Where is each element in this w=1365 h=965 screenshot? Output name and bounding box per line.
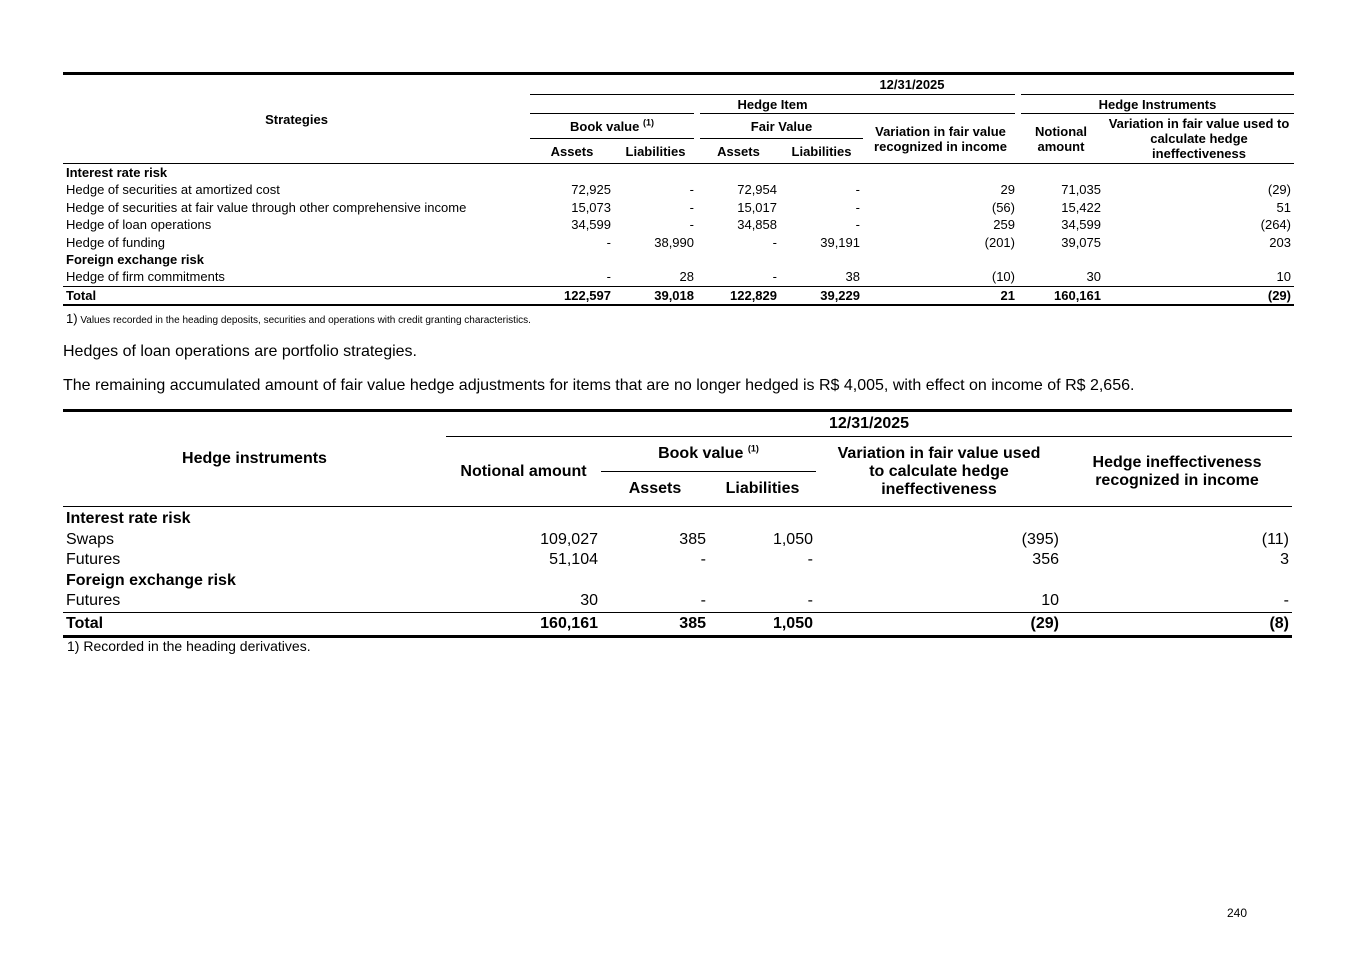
cell-bv-liab: - (689, 182, 694, 198)
book-value-header: Book value $^{(1)}$ (530, 114, 697, 139)
row-label: Hedge of securities at amortized cost (66, 182, 280, 198)
table-row (63, 181, 1294, 198)
paragraph-portfolio: Hedges of loan operations are portfolio strategies. (63, 343, 417, 360)
variation-income-header: Variation in fair value recognized in income (863, 114, 1018, 164)
table2-date-header: 12/31/2025 (446, 411, 1292, 437)
cell-bv-assets: - (606, 234, 611, 250)
total-bv-liab: 39,018 (614, 286, 697, 305)
variation-ineff-header: Variation in fair value used to calculate hedge ineffectiveness (816, 437, 1062, 507)
cell-fv-liab: 39,191 (820, 234, 860, 250)
group-label: Interest rate risk (66, 510, 191, 527)
row-label: Hedge of funding (66, 234, 166, 250)
cell-var-income: 259 (993, 217, 1015, 233)
table-row (63, 591, 1292, 612)
assets-header: Assets (601, 472, 709, 507)
cell-notional: 71,035 (1061, 182, 1101, 198)
book-value-header: Book value $^{(1)}$ (601, 437, 816, 472)
row-label: Futures (66, 592, 121, 610)
table-row (63, 216, 1294, 233)
row-label: Hedge of securities at fair value through other comprehensive income (66, 199, 467, 215)
cell-notional: 15,422 (1061, 199, 1101, 215)
table-row (63, 234, 1294, 251)
cell-fv-assets: 72,954 (737, 182, 777, 198)
cell-var-ineff: 10 (1276, 269, 1291, 285)
book-value-note: (1) (747, 443, 759, 454)
cell-var-ineff: 10 (1041, 592, 1059, 610)
table1-body (63, 164, 1294, 287)
total-var-ineff: (29) (816, 612, 1062, 636)
fv-assets-header: Assets (697, 139, 780, 164)
total-var-ineff: (29) (1104, 286, 1294, 305)
group-header-row (63, 164, 1294, 182)
row-label: Futures (66, 551, 121, 569)
cell-var-ineff: (395) (1021, 530, 1059, 548)
total-liab: 1,050 (709, 612, 816, 636)
cell-bv-assets: 15,073 (571, 199, 611, 215)
cell-notional: 51,104 (549, 551, 598, 569)
row-label: Swaps (66, 530, 115, 548)
total-assets: 385 (601, 612, 709, 636)
cell-var-income: 29 (1000, 182, 1015, 198)
cell-bv-liab: - (689, 199, 694, 215)
cell-assets: - (700, 551, 706, 569)
group-label: Foreign exchange risk (66, 252, 204, 268)
table1-footnote (66, 311, 531, 326)
cell-liab: - (807, 551, 813, 569)
cell-bv-assets: - (606, 269, 611, 285)
fair-value-header: Fair Value (697, 114, 863, 139)
total-label: Total (63, 612, 446, 636)
cell-var-ineff: 203 (1269, 234, 1291, 250)
row-label: Hedge of loan operations (66, 217, 212, 233)
notional-header: Notional amount (446, 437, 601, 507)
table2-body (63, 507, 1292, 613)
notional-header: Notional amount (1018, 114, 1104, 164)
cell-var-income: (10) (991, 269, 1015, 285)
table1-date-header: 12/31/2025 (530, 74, 1294, 95)
bv-liabilities-header: Liabilities (614, 139, 697, 164)
cell-var-ineff: (264) (1260, 217, 1291, 233)
total-ineff-income: (8) (1062, 612, 1292, 636)
ineff-income-header: Hedge ineffectiveness recognized in income (1062, 437, 1292, 507)
table1-total-row (63, 286, 1294, 305)
cell-fv-assets: 15,017 (737, 199, 777, 215)
cell-liab: 1,050 (772, 530, 813, 548)
cell-bv-assets: 72,925 (571, 182, 611, 198)
group-label: Foreign exchange risk (66, 571, 236, 589)
cell-notional: 39,075 (1061, 234, 1101, 250)
hedge-strategies-table (63, 72, 1294, 306)
hedge-item-header: Hedge Item (530, 95, 1018, 114)
table-row (63, 199, 1294, 216)
cell-fv-assets: 34,858 (737, 217, 777, 233)
cell-var-ineff: 356 (1032, 551, 1059, 569)
cell-notional: 109,027 (540, 530, 598, 548)
cell-bv-liab: - (689, 217, 694, 233)
cell-assets: - (700, 592, 706, 610)
hedge-instruments-header: Hedge instruments (63, 411, 446, 507)
cell-assets: 385 (679, 530, 706, 548)
cell-liab: - (807, 592, 813, 610)
table-row (63, 268, 1294, 286)
total-var-income: 21 (863, 286, 1018, 305)
footnote-text: Values recorded in the heading deposits, securities and operations with credit granting characteristics. (80, 315, 531, 326)
cell-notional: 34,599 (1061, 217, 1101, 233)
total-notional: 160,161 (446, 612, 601, 636)
cell-var-ineff: (29) (1267, 182, 1291, 198)
total-bv-assets: 122,597 (530, 286, 614, 305)
table-row (63, 550, 1292, 571)
cell-var-income: (201) (984, 234, 1015, 250)
cell-fv-assets: - (772, 269, 777, 285)
cell-fv-liab: - (855, 217, 860, 233)
group-header-row (63, 507, 1292, 530)
table2-footnote: 1) Recorded in the heading derivatives. (67, 638, 311, 654)
cell-ineff-income: 3 (1280, 551, 1289, 569)
bv-assets-header: Assets (530, 139, 614, 164)
cell-var-ineff: 51 (1276, 199, 1291, 215)
table2-total-row (63, 612, 1292, 636)
cell-notional: 30 (580, 592, 598, 610)
row-label: Hedge of firm commitments (66, 269, 225, 285)
cell-fv-liab: - (855, 182, 860, 198)
group-header-row (63, 251, 1294, 268)
cell-ineff-income: (11) (1261, 530, 1289, 548)
liabilities-header: Liabilities (709, 472, 816, 507)
hedge-instruments-table (63, 409, 1292, 638)
cell-var-income: (56) (991, 199, 1015, 215)
footnote-marker: 1) (66, 311, 78, 326)
fv-liabilities-header: Liabilities (780, 139, 863, 164)
cell-bv-assets: 34,599 (571, 217, 611, 233)
group-header-row (63, 571, 1292, 592)
table-row (63, 530, 1292, 551)
total-fv-assets: 122,829 (697, 286, 780, 305)
total-fv-liab: 39,229 (780, 286, 863, 305)
cell-fv-liab: - (855, 199, 860, 215)
book-value-note: (1) (642, 117, 654, 128)
group-label: Interest rate risk (66, 165, 168, 180)
cell-ineff-income: - (1283, 592, 1289, 610)
total-label: Total (63, 286, 530, 305)
strategies-header: Strategies (63, 74, 530, 164)
cell-bv-liab: 38,990 (654, 234, 694, 250)
cell-bv-liab: 28 (679, 269, 694, 285)
total-notional: 160,161 (1018, 286, 1104, 305)
variation-ineff-header: Variation in fair value used to calculate hedge ineffectiveness (1104, 114, 1294, 164)
paragraph-adjustments: The remaining accumulated amount of fair value hedge adjustments for items that are no longer hedged is R$ 4,005, with effect on income of R$ 2,656. (63, 377, 1135, 394)
hedge-instruments-header: Hedge Instruments (1018, 95, 1294, 114)
cell-fv-liab: 38 (845, 269, 860, 285)
cell-fv-assets: - (772, 234, 777, 250)
page-number: 240 (1227, 906, 1248, 920)
cell-notional: 30 (1086, 269, 1101, 285)
